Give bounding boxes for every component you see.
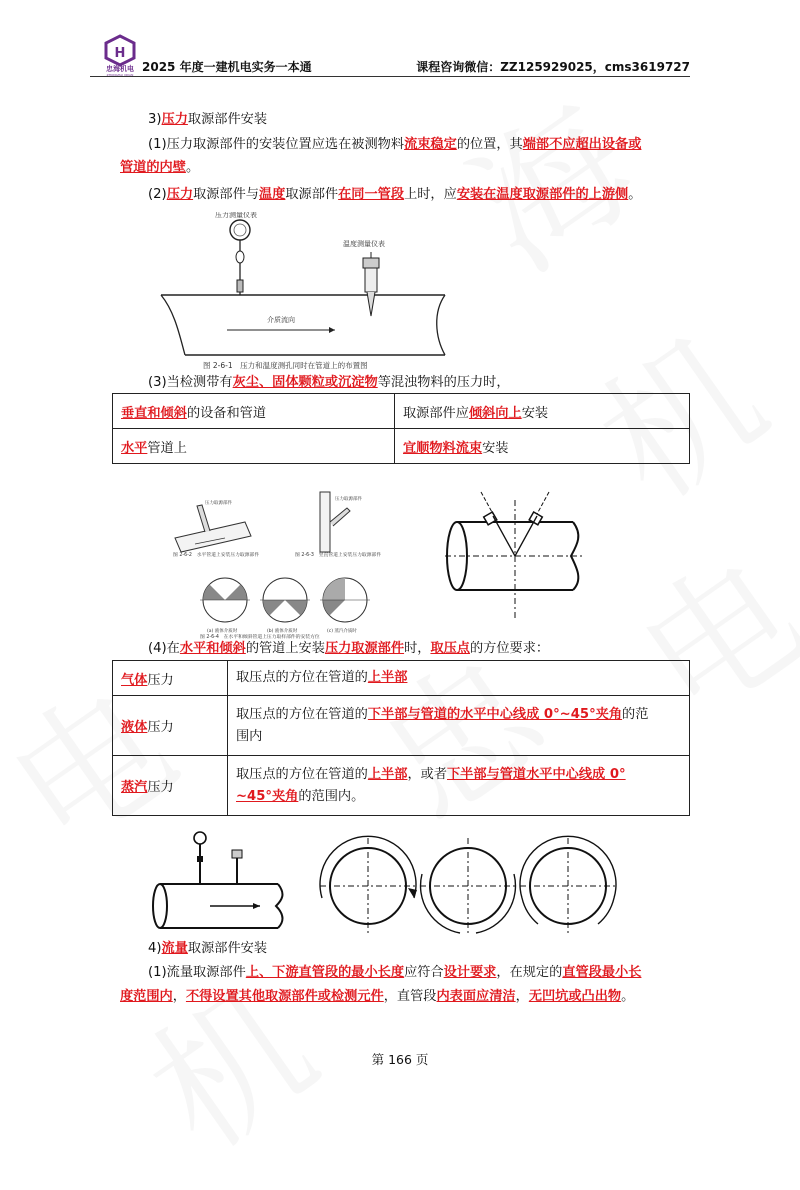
company-logo bbox=[100, 34, 140, 76]
watermark-char bbox=[422, 47, 669, 310]
table-cell: 取压点的方位在管道的上半部，或者下半部与管道水平中心线成 0° ~45°夹角的范围内。 bbox=[228, 756, 690, 816]
figure-1-caption: 图 2-6-1 压力和温度测孔同时在管道上的布置图 bbox=[203, 361, 368, 370]
page-number: 第 166 页 bbox=[371, 1052, 429, 1067]
section-3-heading: 3)压力取源部件安装 bbox=[148, 112, 268, 127]
section-4-para-1-line-2: 度范围内，不得设置其他取源部件或检测元件，直管段内表面应清洁，无凹坑或凸出物。 bbox=[120, 989, 635, 1004]
section-3-para-1-line-1: (1)压力取源部件的安装位置应选在被测物料流束稳定的位置，其端部不应超出设备或 bbox=[148, 137, 642, 152]
table-cell: 取压点的方位在管道的下半部与管道的水平中心线成 0°~45°夹角的范 围内 bbox=[228, 696, 690, 756]
table-row bbox=[113, 756, 690, 816]
label-temperature-instrument: 温度测量仪表 bbox=[343, 240, 385, 248]
table-cell: 蒸汽压力 bbox=[113, 756, 228, 816]
section-4-heading: 4)流量取源部件安装 bbox=[148, 941, 268, 956]
table-row bbox=[113, 661, 690, 696]
figure-2-caption-c: 图 2-6-4 在水平和倾斜管道上压力取样部件的安装方位 bbox=[200, 635, 320, 640]
svg-text:压力取源部件: 压力取源部件 bbox=[205, 501, 232, 506]
section-3-para-1-line-2: 管道的内壁。 bbox=[120, 160, 200, 175]
table-cell: 水平管道上 bbox=[113, 429, 395, 464]
table-row bbox=[113, 394, 690, 429]
section-3-para-4: (4)在水平和倾斜的管道上安装压力取源部件时，取压点的方位要求： bbox=[148, 641, 550, 656]
pipe-angled-taps-figure bbox=[445, 490, 585, 620]
label-pressure-instrument: 压力测量仪表 bbox=[215, 212, 257, 219]
svg-text:H: H bbox=[114, 46, 126, 61]
dirty-medium-install-table bbox=[112, 393, 690, 464]
table-row bbox=[113, 429, 690, 464]
figure-2-caption-a: 图 2-6-2 水平管道上安装压力取源部件 bbox=[173, 553, 260, 558]
table-cell: 取压点的方位在管道的上半部 bbox=[228, 661, 690, 696]
svg-text:(a) 液体介质时: (a) 液体介质时 bbox=[207, 629, 238, 634]
logo-subtext: ZHONGHAI JIDIAN bbox=[106, 73, 134, 76]
label-flow-direction: 介质流向 bbox=[267, 316, 295, 324]
table-cell: 垂直和倾斜的设备和管道 bbox=[113, 394, 395, 429]
table-cell: 宜顺物料流束安装 bbox=[395, 429, 690, 464]
contact-info: 课程咨询微信：ZZ125929025，cms3619727 bbox=[416, 60, 690, 74]
table-cell: 液体压力 bbox=[113, 696, 228, 756]
section-3-para-3: (3)当检测带有灰尘、固体颗粒或沉淀物等混浊物料的压力时， bbox=[148, 375, 510, 390]
section-4-para-1-line-1: (1)流量取源部件上、下游直管段的最小长度应符合设计要求，在规定的直管段最小长 bbox=[148, 965, 642, 980]
svg-text:(b) 液体介质时: (b) 液体介质时 bbox=[267, 629, 298, 634]
figure-2-caption-b: 图 2-6-3 竖直管道上安装压力取源部件 bbox=[295, 553, 382, 558]
svg-text:压力取源部件: 压力取源部件 bbox=[335, 497, 362, 502]
tap-orientation-diagrams bbox=[150, 828, 620, 948]
table-cell: 取源部件应倾斜向上安装 bbox=[395, 394, 690, 429]
pressure-temperature-pipe-figure bbox=[155, 212, 455, 372]
svg-text:(c) 蒸汽介质时: (c) 蒸汽介质时 bbox=[327, 629, 357, 634]
page-header bbox=[90, 40, 690, 77]
pressure-tap-install-diagrams bbox=[165, 490, 405, 640]
logo-text: 忠海机电 bbox=[106, 65, 134, 73]
table-row bbox=[113, 696, 690, 756]
table-cell: 气体压力 bbox=[113, 661, 228, 696]
tap-orientation-table bbox=[112, 660, 690, 816]
section-3-para-2: (2)压力取源部件与温度取源部件在同一管段上时，应安装在温度取源部件的上游侧。 bbox=[148, 187, 642, 202]
document-title: 2025 年度一建机电实务一本通 bbox=[142, 60, 312, 74]
